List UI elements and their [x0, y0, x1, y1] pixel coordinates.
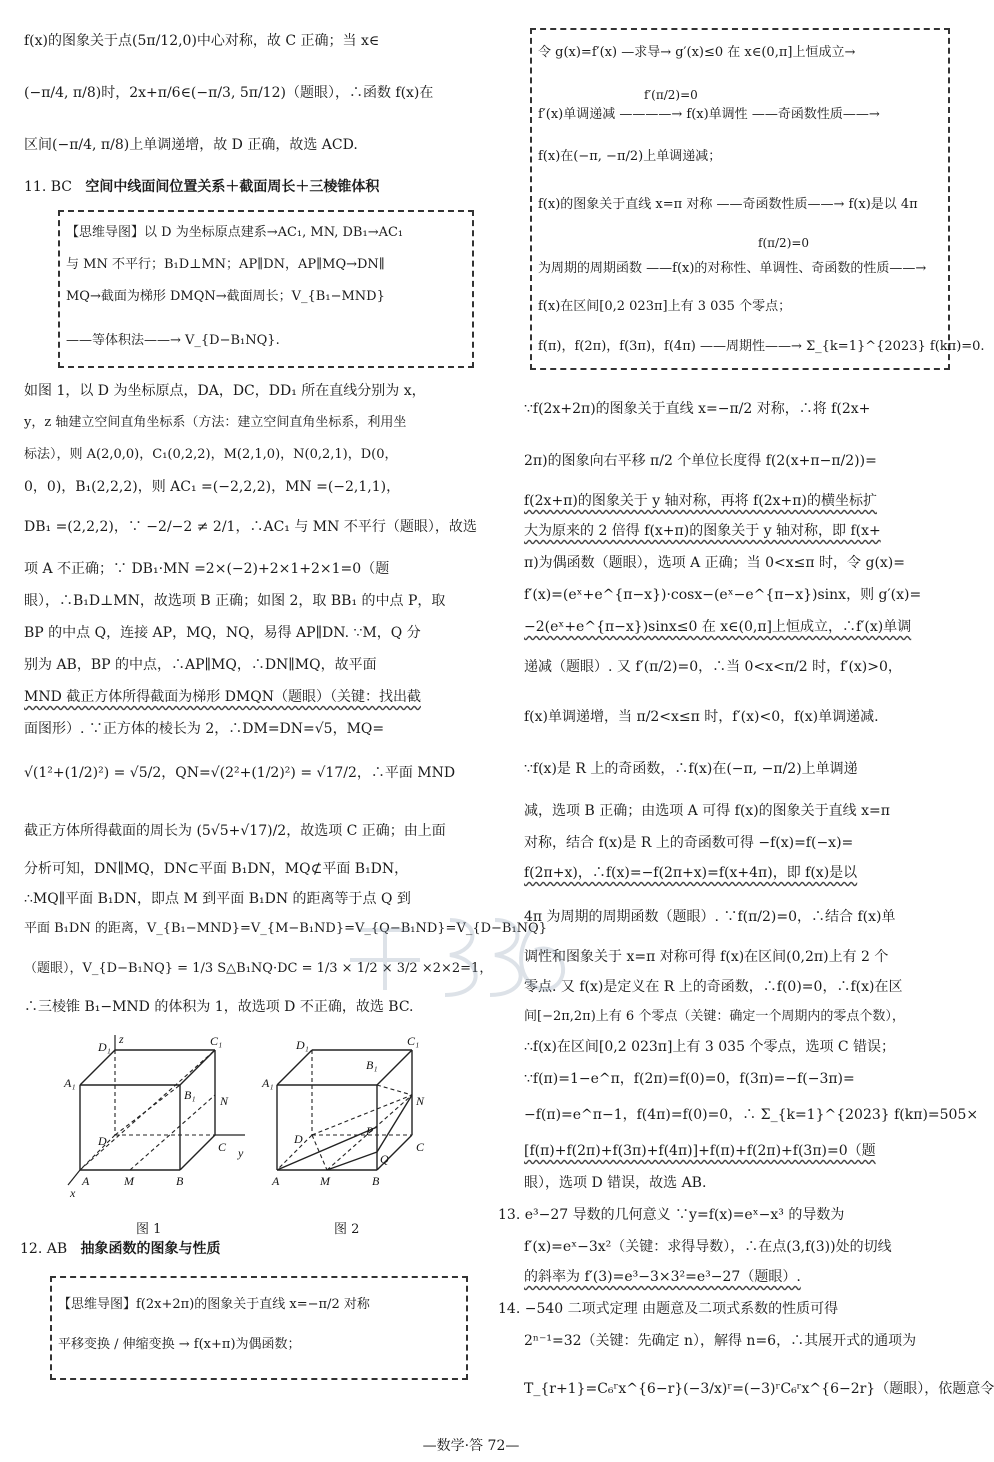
q12-body-9: f(x)单调递增，当 π/2<x≤π 时，f′(x)<0，f(x)单调递减. [524, 709, 879, 725]
q12-heading [20, 1238, 220, 1260]
q13-line-2: f′(x)=eˣ−3x²（关键：求得导数），∴在点(3,f(3))处的切线 [524, 1239, 892, 1255]
q11-body-3: 标法），则 A(2,0,0)，C₁(0,2,2)，M(2,1,0)，N(0,2,1)，D(0， [24, 447, 398, 462]
q11-map-line-3: MQ→截面为梯形 DMQN→截面周长；V_{B₁−MND} [66, 289, 385, 304]
q11-body-14: 分析可知，DN∥MQ，DN⊂平面 B₁DN，MQ⊄平面 B₁DN， [24, 861, 409, 877]
q12-body-16: 零点. 又 f(x)是定义在 R 上的奇函数，∴f(0)=0，∴f(x)在区 [524, 979, 903, 995]
map-cont-7: 为周期的周期函数 ——f(x)的对称性、单调性、奇函数的性质——→ [538, 261, 927, 276]
q12-topic: 抽象函数的图象与性质 [80, 1241, 221, 1257]
q12-body-7: −2(eˣ+e^{π−x})sinx≤0 在 x∈(0,π]上恒成立，∴f′(x)单调 [524, 619, 912, 635]
q11-body-2: y，z 轴建立空间直角坐标系（方法：建立空间直角坐标系，利用坐 [24, 415, 407, 430]
fig2-label-D: D [294, 1132, 303, 1146]
q12-body-18: ∴f(x)在区间[0,2 023π]上有 3 035 个零点，选项 C 错误； [524, 1039, 896, 1055]
q12-body-3: f(2x+π)的图象关于 y 轴对称，再将 f(2x+π)的横坐标扩 [524, 493, 877, 509]
fig1-label-D: D [98, 1134, 107, 1148]
fig2-label-Q: Q [380, 1152, 389, 1166]
q12-mindmap-box [50, 1276, 468, 1380]
q11-map-line-1: 【思维导图】以 D 为坐标原点建系→AC₁, MN, DB₁→AC₁ [66, 225, 404, 240]
q11-body-12: √(1²+(1/2)²) = √5/2，QN=√(2²+(1/2)²) = √17/2，∴平面 MND [24, 765, 456, 781]
q11-body-13: 截正方体所得截面的周长为 (5√5+√17)/2，故选项 C 正确；由上面 [24, 823, 446, 839]
q12-body-1: ∵f(2x+2π)的图象关于直线 x=−π/2 对称，∴将 f(2x+ [524, 401, 871, 417]
q11-body-1: 如图 1，以 D 为坐标原点，DA，DC，DD₁ 所在直线分别为 x， [24, 383, 426, 399]
fig1-label-B1: B₁ [184, 1088, 196, 1102]
q12-body-5: π)为偶函数（题眼），选项 A 正确；当 0<x≤π 时，令 g(x)= [524, 555, 905, 571]
q12-body-8: 递减（题眼）. 又 f′(π/2)=0，∴当 0<x<π/2 时，f′(x)>0， [524, 659, 902, 675]
q11-body-18: ∴三棱锥 B₁−MND 的体积为 1，故选项 D 不正确，故选 BC. [24, 999, 414, 1015]
map-cont-2: f′(π/2)=0 [644, 88, 698, 102]
fig2-label-M: M [320, 1174, 330, 1188]
fig1-label-M: M [124, 1174, 134, 1188]
watermark-logo [320, 900, 580, 1010]
fig2-label-B: B [372, 1174, 380, 1188]
map-cont-6: f(π/2)=0 [758, 236, 810, 250]
q12-body-13: f(2π+x)，∴f(x)=−f(2π+x)=f(x+4π)，即 f(x)是以 [524, 865, 858, 881]
q11-heading [24, 176, 379, 198]
q14-line-2: 2ⁿ⁻¹=32（关键：先确定 n），解得 n=6，∴其展开式的通项为 [524, 1333, 917, 1349]
q10-line-1: f(x)的图象关于点(5π/12,0)中心对称，故 C 正确；当 x∈ [24, 33, 380, 49]
q12-body-21: [f(π)+f(2π)+f(3π)+f(4π)]+f(π)+f(2π)+f(3π)=0（题 [524, 1143, 876, 1159]
q12-body-15: 调性和图象关于 x=π 对称可得 f(x)在区间(0,2π)上有 2 个 [524, 949, 889, 965]
q11-body-8: BP 的中点 Q，连接 AP，MQ，NQ，易得 AP∥DN. ∵M，Q 分 [24, 625, 421, 641]
fig1-label-y: y [238, 1146, 244, 1160]
fig2-label-P: P [366, 1124, 374, 1138]
q12-body-11: 减，选项 B 正确；由选项 A 可得 f(x)的图象关于直线 x=π [524, 803, 890, 819]
q14-line-3: T_{r+1}=C₆ʳx^{6−r}(−3/x)ʳ=(−3)ʳC₆ʳx^{6−2r}（题眼），依题意令 [524, 1381, 994, 1397]
q12-body-4: 大为原来的 2 倍得 f(x+π)的图象关于 y 轴对称，即 f(x+ [524, 523, 881, 539]
figure-1-caption: 图 1 [136, 1222, 162, 1237]
q12-body-20: −f(π)=e^π−1，f(4π)=f(0)=0，∴ Σ_{k=1}^{2023} f(kπ)=505× [524, 1107, 979, 1123]
map-cont-4: f(x)在(−π, −π/2)上单调递减； [538, 149, 722, 164]
q14-line-1: 14. −540 二项式定理 由题意及二项式系数的性质可得 [498, 1301, 839, 1317]
page-footer: —数学·答 72— [422, 1438, 520, 1454]
q11-body-16: 平面 B₁DN 的距离，V_{B₁−MND}=V_{M−B₁ND}=V_{Q−B₁ND}=V_{D−B₁NQ} [24, 921, 547, 936]
q13-line-3: 的斜率为 f′(3)=e³−3×3²=e³−27（题眼）. [524, 1269, 801, 1285]
map-cont-1: 令 g(x)=f′(x) —求导→ g′(x)≤0 在 x∈(0,π]上恒成立→ [538, 45, 856, 60]
fig2-label-C1: C₁ [407, 1034, 420, 1048]
cube-figure-1 [60, 1032, 270, 1215]
fig1-label-A1: A₁ [64, 1076, 76, 1090]
q12-map-line-1: 【思维导图】f(2x+2π)的图象关于直线 x=−π/2 对称 [58, 1297, 370, 1312]
q11-map-line-2: 与 MN 不平行；B₁D⊥MN；AP∥DN，AP∥MQ→DN∥ [66, 257, 385, 272]
q12-map-line-2: 平移变换 / 伸缩变换 → f(x+π)为偶函数； [58, 1337, 301, 1352]
fig1-label-A: A [82, 1174, 90, 1188]
fig1-label-C1: C₁ [210, 1034, 223, 1048]
q12-body-17: 间[−2π,2π)上有 6 个零点（关键：确定一个周期内的零点个数）， [524, 1009, 905, 1024]
q12-body-6: f′(x)=(eˣ+e^{π−x})·cosx−(eˣ−e^{π−x})sinx，则 g′(x)= [524, 587, 922, 603]
q11-body-6: 项 A 不正确；∵ DB₁·MN =2×(−2)+2×1+2×1=0（题 [24, 561, 390, 577]
map-cont-5: f(x)的图象关于直线 x=π 对称 ——奇函数性质——→ f(x)是以 4π [538, 197, 918, 212]
figure-2-caption: 图 2 [334, 1222, 360, 1237]
q12-body-22: 眼），选项 D 错误，故选 AB. [524, 1175, 707, 1191]
q12-body-19: ∵f(π)=1−e^π，f(2π)=f(0)=0，f(3π)=−f(−3π)= [524, 1071, 855, 1087]
map-cont-8: f(x)在区间[0,2 023π]上有 3 035 个零点； [538, 299, 792, 314]
cube-figure-2 [262, 1035, 452, 1215]
fig1-label-z: z [119, 1032, 124, 1046]
q13-line-1: 13. e³−27 导数的几何意义 ∵y=f(x)=eˣ−x³ 的导数为 [498, 1207, 845, 1223]
map-cont-9: f(π)，f(2π)，f(3π)，f(4π) ——周期性——→ Σ_{k=1}^{2023} f(kπ)=0. [538, 339, 985, 354]
fig1-label-B: B [176, 1174, 184, 1188]
q11-body-15: ∴MQ∥平面 B₁DN，即点 M 到平面 B₁DN 的距离等于点 Q 到 [24, 891, 411, 907]
q11-map-line-4: ——等体积法——→ V_{D−B₁NQ}. [66, 333, 280, 348]
q10-line-2: (−π/4, π/8)时，2x+π/6∈(−π/3, 5π/12)（题眼），∴函数 f(x)在 [24, 85, 434, 101]
fig2-label-D1: D₁ [296, 1038, 309, 1052]
fig2-label-B1: B₁ [366, 1058, 378, 1072]
q11-body-11: 面图形）. ∵正方体的棱长为 2，∴DM=DN=√5，MQ= [24, 721, 385, 737]
fig2-label-A1: A₁ [262, 1076, 274, 1090]
q10-line-3: 区间(−π/4, π/8)上单调递增，故 D 正确，故选 ACD. [24, 137, 358, 153]
map-cont-3: f′(x)单调递减 ————→ f(x)单调性 ——奇函数性质——→ [538, 107, 880, 122]
q11-body-5: DB₁ =(2,2,2)，∵ −2/−2 ≠ 2/1，∴AC₁ 与 MN 不平行（题眼），故选 [24, 519, 477, 535]
fig1-label-C: C [218, 1140, 227, 1154]
q11-body-9: 别为 AB，BP 的中点，∴AP∥MQ，∴DN∥MQ，故平面 [24, 657, 377, 673]
q11-topic: 空间中线面间位置关系＋截面周长＋三棱锥体积 [85, 179, 380, 195]
fig1-label-N: N [220, 1094, 229, 1108]
q11-body-10: MND 截正方体所得截面为梯形 DMQN（题眼）（关键：找出截 [24, 689, 421, 705]
q12-answer: 12. AB [20, 1241, 68, 1257]
q11-body-17: （题眼），V_{D−B₁NQ} = 1/3 S△B₁NQ·DC = 1/3 × 1/2 × 3/2 ×2×2=1， [24, 961, 493, 976]
q12-body-10: ∵f(x)是 R 上的奇函数，∴f(x)在(−π, −π/2)上单调递 [524, 761, 858, 777]
q11-body-7: 眼），∴B₁D⊥MN，故选项 B 正确；如图 2，取 BB₁ 的中点 P，取 [24, 593, 446, 609]
fig1-label-D1: D₁ [98, 1040, 111, 1054]
q11-answer: 11. BC [24, 179, 72, 195]
fig2-label-A: A [272, 1174, 280, 1188]
q12-body-14: 4π 为周期的周期函数（题眼）. ∵f(π/2)=0，∴结合 f(x)单 [524, 909, 896, 925]
q11-body-4: 0，0)，B₁(2,2,2)，则 AC₁ =(−2,2,2)，MN =(−2,1,1)， [24, 479, 401, 495]
fig1-label-x: x [70, 1186, 76, 1200]
fig2-label-N: N [416, 1094, 425, 1108]
fig2-label-C: C [416, 1140, 425, 1154]
q12-body-2: 2π)的图象向右平移 π/2 个单位长度得 f(2(x+π−π/2))= [524, 453, 877, 469]
q12-body-12: 对称，结合 f(x)是 R 上的奇函数可得 −f(x)=f(−x)= [524, 835, 854, 851]
